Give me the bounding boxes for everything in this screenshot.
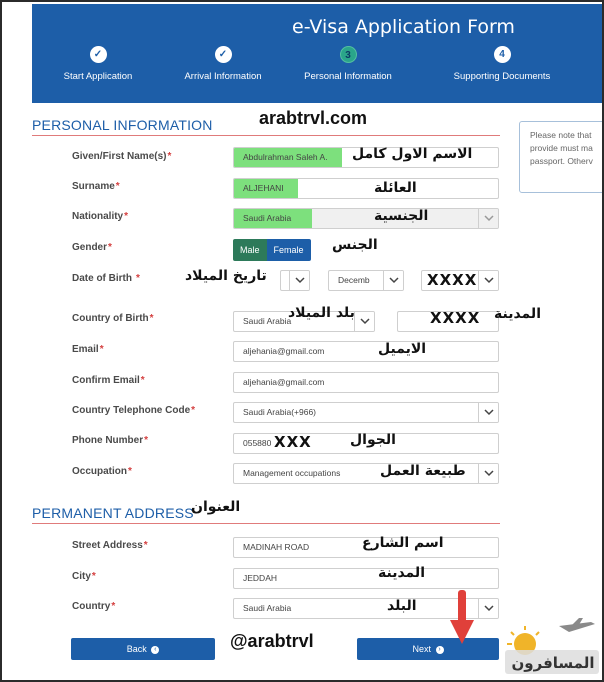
phone-masked: XXX [274,433,312,451]
country-label: Country* [72,601,116,612]
nationality-value: Saudi Arabia [243,213,292,223]
step-number: 3 [340,46,357,63]
gender-toggle [233,239,311,261]
arabic-country-of-birth: بلد الميلاد [288,305,355,321]
email-value: aljehania@gmail.com [243,346,325,356]
back-arrow-icon: ‹ [151,646,159,654]
arabic-city: المدينة [378,565,425,581]
next-button[interactable]: Next › [357,638,499,660]
confirm-email-value: aljehania@gmail.com [243,377,325,387]
phone-code-select[interactable] [233,402,499,423]
gender-male-option[interactable]: Male [233,239,267,261]
arabic-city-of-birth: المدينة [494,306,541,322]
check-icon: ✓ [90,46,107,63]
dob-label: Date of Birth * [72,273,140,284]
form-title: e-Visa Application Form [292,16,515,38]
info-box [519,121,604,193]
surname-field[interactable] [233,178,499,199]
city-value: JEDDAH [243,573,278,583]
section-title-address: PERMANENT ADDRESS [32,505,194,521]
dob-year-masked: XXXX [427,271,478,289]
check-icon: ✓ [215,46,232,63]
country-of-birth-label: Country of Birth* [72,313,154,324]
country-of-birth-value: Saudi Arabia [243,316,292,326]
arab-traveler-logo [499,614,603,680]
street-value: MADINAH ROAD [243,542,310,552]
arabic-dob: تاريخ الميلاد [185,268,267,284]
step-start-application[interactable] [28,46,168,82]
chevron-down-icon [478,599,498,618]
nationality-label: Nationality* [72,211,129,222]
arabic-surname: العائلة [374,180,417,196]
chevron-down-icon [383,271,403,290]
chevron-down-icon [354,312,374,331]
step-personal-information[interactable] [278,46,418,82]
watermark-top: arabtrvl.com [259,108,368,128]
dob-day-select[interactable] [280,270,310,291]
nationality-select[interactable] [233,208,499,229]
info-line: provide must ma [530,143,593,153]
gender-female-option[interactable]: Female [267,239,311,261]
step-supporting-documents[interactable] [432,46,572,82]
step-label: Supporting Documents [453,71,551,82]
section-divider [32,523,500,524]
surname-label: Surname* [72,181,120,192]
chevron-down-icon [478,271,498,290]
step-label: Personal Information [304,71,392,82]
dob-month-select[interactable] [328,270,404,291]
given-name-label: Given/First Name(s)* [72,151,172,162]
phone-value: 055880 [243,438,272,448]
step-label: Start Application [63,71,133,82]
step-number: 4 [494,46,511,63]
email-field[interactable] [233,341,499,362]
back-button[interactable]: Back ‹ [71,638,215,660]
arabic-country: البلد [387,598,417,614]
section-title-personal: PERSONAL INFORMATION [32,117,213,133]
chevron-down-icon [478,209,498,228]
occupation-value: Management occupations [243,468,341,478]
phone-code-value: Saudi Arabia(+966) [243,407,317,417]
dob-month-value: Decemb [338,275,370,285]
arabic-address: العنوان [191,499,241,515]
city-label: City* [72,571,96,582]
city-of-birth-masked: XXXX [430,309,481,327]
arabic-email: الايميل [378,341,427,357]
arabic-phone: الجوال [350,432,396,448]
info-line: Please note that [530,130,592,140]
form-header [32,4,604,103]
arabic-given-name: الاسم الاول كامل [352,146,473,162]
country-value: Saudi Arabia [243,603,292,613]
surname-value: ALJEHANI [243,183,284,193]
chevron-down-icon [289,271,309,290]
section-divider [32,135,500,136]
arabic-occupation: طبيعة العمل [380,463,466,479]
arabic-nationality: الجنسية [374,208,429,224]
confirm-email-label: Confirm Email* [72,375,145,386]
occupation-label: Occupation* [72,466,132,477]
svg-text:المسافرون: المسافرون [511,654,595,672]
confirm-email-field[interactable] [233,372,499,393]
phone-code-label: Country Telephone Code* [72,405,196,416]
arabic-street: اسم الشارع [362,535,444,551]
gender-label: Gender* [72,242,112,253]
red-arrow-icon [450,590,474,646]
street-label: Street Address* [72,540,148,551]
watermark-bottom: @arabtrvl [230,631,314,651]
given-name-value: Abdulrahman Saleh A. [243,152,328,162]
chevron-down-icon [478,464,498,483]
arabic-gender: الجنس [332,237,378,253]
email-label: Email* [72,344,104,355]
next-arrow-icon: › [436,646,444,654]
chevron-down-icon [478,403,498,422]
step-arrival-information[interactable] [153,46,293,82]
city-field[interactable] [233,568,499,589]
phone-label: Phone Number* [72,435,149,446]
info-line: passport. Otherv [530,156,593,166]
step-label: Arrival Information [184,71,262,82]
